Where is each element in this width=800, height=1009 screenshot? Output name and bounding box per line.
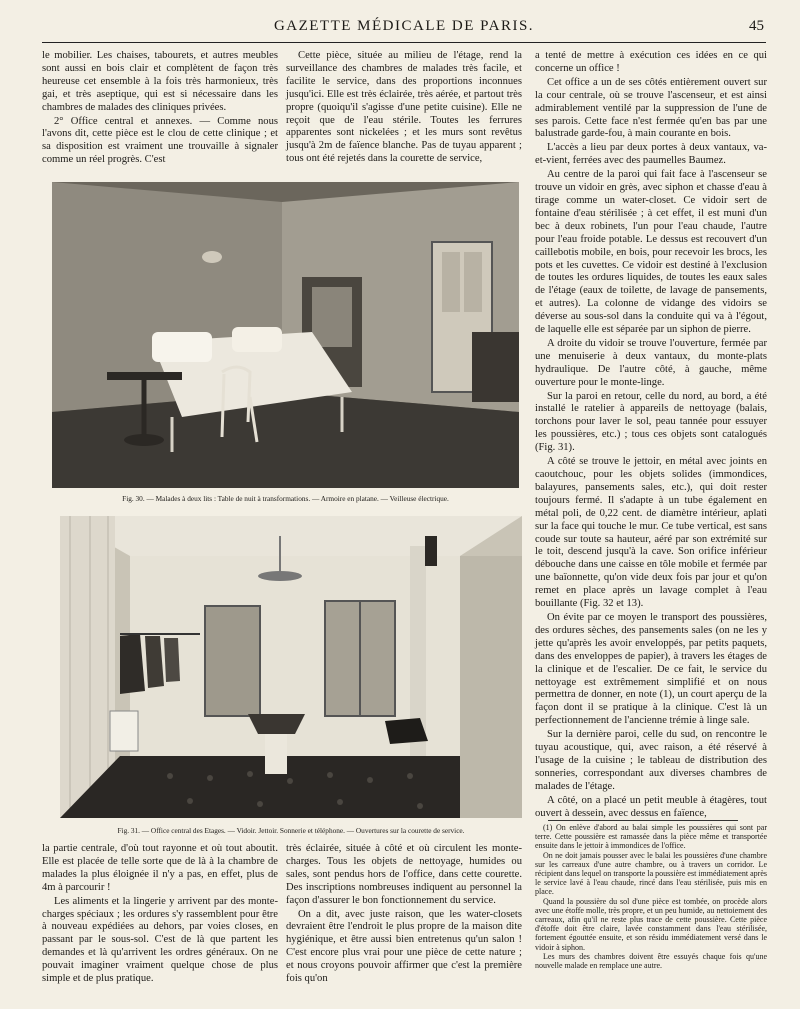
paragraph: A côté, on a placé un petit meuble à étagères, tout ouvert à dessein, avec dessus en faïence, <box>535 794 767 819</box>
figure-30-photo <box>52 182 519 488</box>
paragraph: On évite par ce moyen le transport des poussières, des ordures sèches, des pansements sales (on ne les y jette qu'après les avoir enveloppés, par petits paquets, dans des enveloppes de papier), à travers les étages de la clinique et de l'escalier. De ce fait, le service du nettoyage est extrêmement simplifié et on nous permettra de donner, en note (1), un court aperçu de la façon dont il se pratique à la clinique. C'est là un perfectionnement de l'ancienne trémie à linge sale. <box>535 611 767 727</box>
paragraph: a tenté de mettre à exécution ces idées en ce qui concerne un office ! <box>535 50 767 74</box>
paragraph: L'accès a lieu par deux portes à deux vantaux, va-et-vient, ferrées avec des paumelles Baumez. <box>535 142 767 167</box>
footnote-paragraph: Les murs des chambres doivent être essuyés chaque fois qu'une nouvelle malade en remplace une autre. <box>535 951 767 971</box>
paragraph: Cette pièce, située au milieu de l'étage, rend la surveillance des chambres de malades très facile, et facilite le service, dans des proportions inconnues jusqu'ici. Elle est très éclairée, très aérée, et partout très propre (quoiqu'il s'agisse d'une petite cuisine). Elle ne reçoit que de l'eau stérile. Toutes les ferrures apparentes sont nickelées ; et les murs sont revêtus jusqu'à 2m de faïence blanche. Pas de tuyau apparent ; tous ont été rejetés dans la courette de service, <box>286 50 522 165</box>
footnote <box>535 823 767 999</box>
column-3 <box>535 50 767 819</box>
paragraph: 2° Office central et annexes. — Comme nous l'avons dit, cette pièce est le clou de cette clinique ; et sa disposition est vraiment une trouvaille à signaler comme un réel progrès. C'est <box>42 115 278 166</box>
figure-31-photo <box>60 516 522 818</box>
footnote-paragraph: On ne doit jamais pousser avec le balai les poussières d'une chambre sur les carreaux d'une autre chambre, ou à travers un corridor. Le récipient dans lequel on transporte la poussière est immédiatement après le service lavé à l'eau chaude, rincé dans l'eau stérilisée, puis mis en place. <box>535 850 767 897</box>
paragraph: Sur la dernière paroi, celle du sud, on rencontre le tuyau acoustique, qui, avec raison, a été réservé à l'usage de la cuisine ; le tableau de distribution des sonneries, correspondant aux diverses chambres de malades de l'étage. <box>535 729 767 792</box>
central-office-illustration <box>60 516 522 818</box>
footnote-rule <box>548 820 738 821</box>
column-1-bottom <box>42 843 278 993</box>
column-2-top <box>286 50 522 174</box>
hospital-room-illustration <box>52 182 519 488</box>
column-1-top <box>42 50 278 174</box>
paragraph: très éclairée, située à côté et où circulent les monte-charges. Tous les objets de nettoyage, humides ou sales, sont pendus hors de l'office, dans cette courette. Des inscriptions nombreuses indiquent au personnel la façon d'assurer le bon fonctionnement du service. <box>286 843 522 906</box>
paragraph: la partie centrale, d'où tout rayonne et où tout aboutit. Elle est placée de telle sorte que de là à la chambre de malades la plus éloignée il n'y a pas, en effet, plus de 4m à parcourir ! <box>42 843 278 893</box>
journal-title: GAZETTE MÉDICALE DE PARIS. <box>273 18 535 34</box>
paragraph: Sur la paroi en retour, celle du nord, au bord, a été installé le ratelier à appareils de nettoyage (balais, torchons pour laver le sol, peau tannée pour essuyer les poussières, etc.) ; tous ces objets sont catalogués (Fig. 31). <box>535 390 767 454</box>
column-2-bottom <box>286 843 522 993</box>
paragraph: A côté se trouve le jettoir, en métal avec joints en caoutchouc, pour les objets solides (immondices, balayures, pansements sales, etc.), qui doit rester toujours fermé. Il s'adapte à un tube également en métal poli, de 0,22 cent. de diamètre intérieur, aplati sur la face qui touche le mur. Ce tube vertical, est sans coude sur toute sa hauteur, aéré par son extrémité sur le toit, descend jusqu'à la cave. Son orifice inférieur débouche dans une caisse en tôle mobile et fermée par une baïonnette, qu'on vide deux fois par jour et qu'on remet en place après un lavage complet à l'eau bouillante (Fig. 32 et 13). <box>535 456 767 610</box>
running-header <box>42 14 766 43</box>
paragraph: A droite du vidoir se trouve l'ouverture, fermée par une menuiserie à deux vantaux, du monte-plats hydraulique. De l'autre côté, à gauche, même ouverture pour le monte-linge. <box>535 337 767 388</box>
paragraph: Les aliments et la lingerie y arrivent par des monte-charges spéciaux ; les ordures s'y rassemblent pour être à nouveau expédiées au dehors, par voies closes, en passant par le sous-sol. C'est de là que partent les demandes et là qu'arrivent les ordres généraux. On ne pouvait imaginer vraiment quelque chose de plus simple et de plus pratique. <box>42 895 278 985</box>
figure-30-caption: Fig. 30. — Malades à deux lits : Table de nuit à transformations. — Armoire en platane. — Veilleuse électrique. <box>122 494 449 503</box>
page-number: 45 <box>749 18 764 34</box>
footnote-paragraph: Quand la poussière du sol d'une pièce est tombée, on procède alors avec une étoffe molle, très propre, et un peu humide, au nettoiement des carreaux, afin qu'il ne reste plus trace de cette poussière. Cette pièce d'étoffe doit être claire, lavée constamment dans l'eau stérilisée, fortement égouttée ensuite, et son résidu immédiatement versé dans le vidoir à siphon. <box>535 896 767 952</box>
paragraph: le mobilier. Les chaises, tabourets, et autres meubles sont aussi en bois clair et complètent de façon très heureuse cet ensemble à la fois très harmonieux, très gai, et très aseptique, qui est si nécessaire dans les chambres de malades des cliniques privées. <box>42 50 278 113</box>
figure-31-caption: Fig. 31. — Office central des Etages. — Vidoir. Jettoir. Sonnerie et téléphone. — Ouvertures sur la courette de service. <box>117 826 465 835</box>
footnote-paragraph: (1) On enlève d'abord au balai simple les poussières qui sont par terre. Cette poussière est ramassée dans la pièce même et transportée ensuite dans le jettoir à immondices de l'office. <box>535 823 767 851</box>
paragraph: Cet office a un de ses côtés entièrement ouvert sur la cour centrale, où se trouve l'ascenseur, et est ainsi admirablement ventilé par la suppression de l'une de ses parois. Cette face n'est fermée qu'en bas par une balustrade garde-fou, à main courante en bois. <box>535 76 767 140</box>
paragraph: Au centre de la paroi qui fait face à l'ascenseur se trouve un vidoir en grès, avec siphon et chasse d'eau à tirage comme un water-closet. Ce vidoir sert de fontaine d'eau stérilisée ; à cet effet, il est muni d'un bec à deux robinets, l'un pour l'eau chaude, l'autre pour l'eau froide potable. Le dessus est recouvert d'un caillebotis mobile, en bois, pour recevoir les brocs, les pots et les cuvettes. Ce vidoir est destiné à l'exclusion de toutes les ordures liquides, de toutes les eaux sales de l'étage (eaux de toilette, de lavage de pansements, et autres). La colonne de vidange des vidoirs se déverse au sous-sol dans la conduite qui va à l'égout, de laquelle elle est séparée par un siphon de pierre. <box>535 169 767 336</box>
paragraph: On a dit, avec juste raison, que les water-closets devraient être l'endroit le plus propre de la maison dite hygiénique, et être aussi bien entretenus qu'un salon ! C'est encore plus vrai pour une pièce de cette nature ; et nous croyons pouvoir affirmer que c'est la première fois qu'on <box>286 908 522 985</box>
